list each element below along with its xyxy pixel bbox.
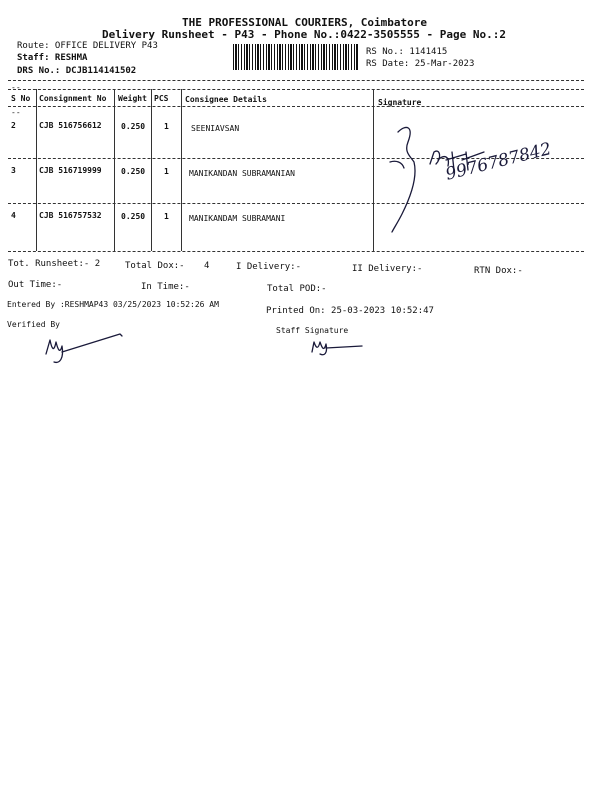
row-consignee: MANIKANDAN SUBRAMANIAN bbox=[189, 169, 295, 178]
col-header-consignment: Consignment No bbox=[39, 94, 107, 103]
row-weight: 0.250 bbox=[121, 167, 146, 176]
col-divider bbox=[181, 89, 182, 251]
row-sno: 4 bbox=[11, 211, 16, 220]
row-consignee: MANIKANDAM SUBRAMANI bbox=[189, 214, 286, 223]
col-header-pcs: PCS bbox=[154, 94, 169, 103]
row-weight: 0.250 bbox=[121, 122, 146, 131]
rtn-dox: RTN Dox:- bbox=[474, 266, 523, 276]
row-consignee: SEENIAVSAN bbox=[191, 124, 240, 133]
total-dox-value: 4 bbox=[204, 261, 210, 271]
route-label: Route: OFFICE DELIVERY P43 bbox=[17, 41, 158, 51]
col-header-weight: Weight bbox=[118, 94, 147, 103]
barcode bbox=[233, 44, 358, 70]
col-header-sno: S No bbox=[11, 94, 31, 103]
i-delivery: I Delivery:- bbox=[236, 262, 302, 272]
col-divider bbox=[114, 89, 115, 251]
total-pod: Total POD:- bbox=[267, 284, 327, 294]
table-marker: -- bbox=[11, 108, 21, 117]
entered-by: Entered By :RESHMAP43 03/25/2023 10:52:26 AM bbox=[7, 300, 219, 309]
col-divider bbox=[151, 89, 152, 251]
ii-delivery: II Delivery:- bbox=[352, 264, 423, 274]
staff-signature-label: Staff Signature bbox=[276, 326, 349, 335]
col-header-consignee: Consignee Details bbox=[185, 95, 267, 104]
table-marker: -- bbox=[11, 83, 21, 92]
handwritten-phone: 9976787842 bbox=[443, 139, 554, 185]
printed-on: Printed On: 25-03-2023 10:52:47 bbox=[266, 306, 434, 316]
out-time: Out Time:- bbox=[8, 280, 63, 290]
tot-runsheet: Tot. Runsheet:- 2 bbox=[8, 259, 101, 269]
col-divider bbox=[373, 89, 374, 251]
divider-header-bottom bbox=[8, 106, 584, 107]
verifier-signature bbox=[42, 330, 132, 370]
company-title: THE PROFESSIONAL COURIERS, Coimbatore bbox=[182, 16, 428, 29]
in-time: In Time:- bbox=[141, 282, 190, 292]
row-consignment: CJB 516756612 bbox=[39, 121, 102, 130]
staff-label: Staff: RESHMA bbox=[17, 53, 88, 63]
row-divider bbox=[8, 251, 584, 252]
row-consignment: CJB 516719999 bbox=[39, 166, 102, 175]
staff-signature bbox=[308, 336, 368, 360]
total-dox-label: Total Dox:- bbox=[125, 261, 185, 271]
row-consignment: CJB 516757532 bbox=[39, 211, 102, 220]
row-weight: 0.250 bbox=[121, 212, 146, 221]
drs-number: DRS No.: DCJB114141502 bbox=[17, 66, 137, 76]
row-pcs: 1 bbox=[164, 122, 169, 131]
divider-header-top bbox=[8, 89, 584, 90]
col-divider bbox=[36, 89, 37, 251]
row-sno: 3 bbox=[11, 166, 16, 175]
row-sno: 2 bbox=[11, 121, 16, 130]
rs-number: RS No.: 1141415 bbox=[366, 47, 448, 57]
row-pcs: 1 bbox=[164, 167, 169, 176]
row-pcs: 1 bbox=[164, 212, 169, 221]
rs-date: RS Date: 25-Mar-2023 bbox=[366, 59, 475, 69]
divider-top bbox=[8, 80, 584, 81]
verified-by-label: Verified By bbox=[7, 320, 60, 329]
col-header-signature: Signature bbox=[378, 98, 422, 107]
runsheet-subtitle: Delivery Runsheet - P43 - Phone No.:0422-3505555 - Page No.:2 bbox=[102, 28, 506, 41]
